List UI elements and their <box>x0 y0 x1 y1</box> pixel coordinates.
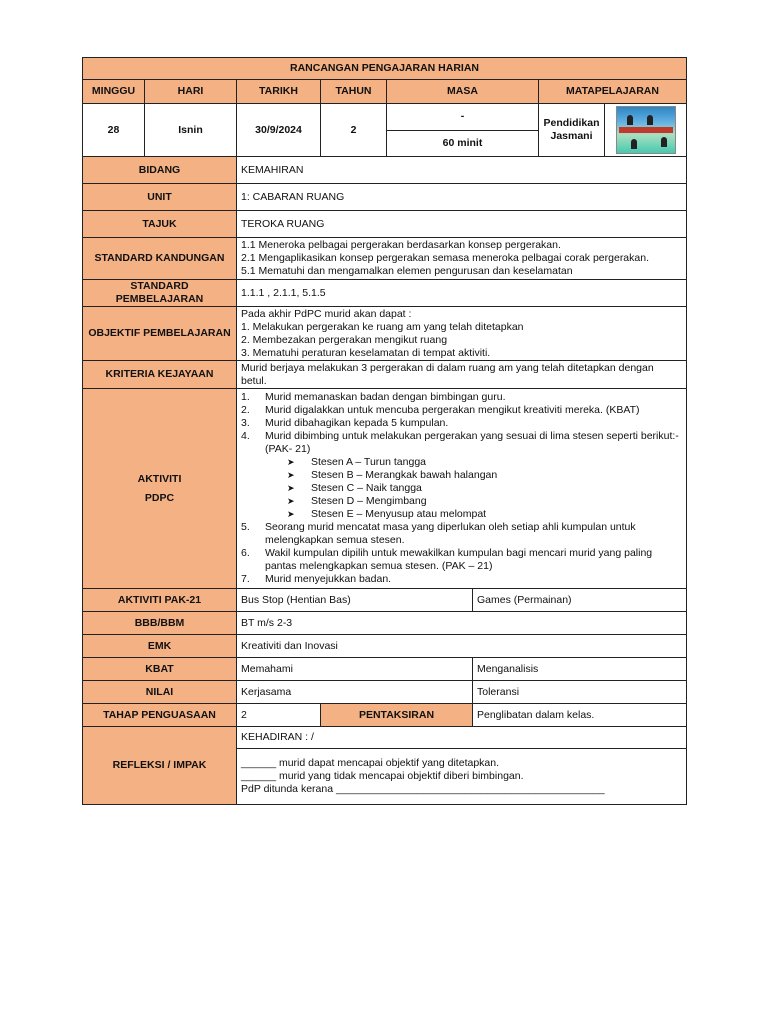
masa-value: 60 minit <box>387 130 539 157</box>
masa-top: - <box>387 104 539 131</box>
tahun-value: 2 <box>321 104 387 157</box>
pak21-label: AKTIVITI PAK-21 <box>83 589 237 612</box>
nilai-label: NILAI <box>83 681 237 704</box>
objektif-line: 3. Mematuhi peraturan keselamatan di tempat aktiviti. <box>241 346 491 359</box>
stesen-item: ➤ Stesen E – Menyusup atau melompat <box>287 508 487 520</box>
sk-line: 5.1 Mematuhi dan mengamalkan elemen pengurusan dan keselamatan <box>241 265 573 277</box>
nilai-value-a: Kerjasama <box>237 681 473 704</box>
pentaksiran-value: Penglibatan dalam kelas. <box>473 704 687 727</box>
unit-value: 1: CABARAN RUANG <box>237 184 687 211</box>
objektif-label: OBJEKTIF PEMBELAJARAN <box>83 307 237 361</box>
list-item: 2. Murid digalakkan untuk mencuba pergerakan mengikut kreativiti mereka. (KBAT) <box>241 404 640 416</box>
refleksi-line: ______ murid dapat mencapai objektif yang ditetapkan. <box>241 757 500 769</box>
hari-header: HARI <box>145 80 237 104</box>
pdpc-label-line: PDPC <box>144 491 175 504</box>
sk-line: 2.1 Mengaplikasikan konsep pergerakan semasa meneroka pelbagai corak pergerakan. <box>241 252 649 264</box>
sk-line: 1.1 Meneroka pelbagai pergerakan berdasarkan konsep pergerakan. <box>241 239 561 251</box>
kriteria-value: Murid berjaya melakukan 3 pergerakan di dalam ruang am yang telah ditetapkan dengan betul. <box>237 361 687 389</box>
nilai-value-b: Toleransi <box>473 681 687 704</box>
objektif-value <box>237 307 687 361</box>
emk-value: Kreativiti dan Inovasi <box>237 635 687 658</box>
arrow-bullet-icon: ➤ <box>287 470 295 480</box>
aktiviti-value <box>237 389 687 589</box>
objektif-line: 2. Membezakan pergerakan mengikut ruang <box>241 333 448 346</box>
list-item: 1. Murid memanaskan badan dengan bimbingan guru. <box>241 391 506 403</box>
list-item: 4. Murid dibimbing untuk melakukan pergerakan yang sesuai di lima stesen seperti berikut:- (PAK- 21) <box>241 430 679 455</box>
unit-label: UNIT <box>83 184 237 211</box>
objektif-line: 1. Melakukan pergerakan ke ruang am yang telah ditetapkan <box>241 320 524 333</box>
tahap-label: TAHAP PENGUASAAN <box>83 704 237 727</box>
pak21-value-a: Bus Stop (Hentian Bas) <box>237 589 473 612</box>
kbat-value-b: Menganalisis <box>473 658 687 681</box>
tarikh-header: TARIKH <box>237 80 321 104</box>
aktiviti-label <box>83 389 237 589</box>
arrow-bullet-icon: ➤ <box>287 483 295 493</box>
refleksi-line: PdP ditunda kerana ______________________________________________ <box>241 783 605 795</box>
kbat-label: KBAT <box>83 658 237 681</box>
arrow-bullet-icon: ➤ <box>287 509 295 519</box>
refleksi-line: ______ murid yang tidak mencapai objektif diberi bimbingan. <box>241 770 524 782</box>
hari-value: Isnin <box>145 104 237 157</box>
stesen-item: ➤ Stesen D – Mengimbang <box>287 495 427 507</box>
masa-header: MASA <box>387 80 539 104</box>
emk-label: EMK <box>83 635 237 658</box>
list-item: 3. Murid dibahagikan kepada 5 kumpulan. <box>241 417 449 429</box>
standard-kandungan-value <box>237 238 687 280</box>
tajuk-value: TEROKA RUANG <box>237 211 687 238</box>
tajuk-label: TAJUK <box>83 211 237 238</box>
kehadiran-value: KEHADIRAN : / <box>237 727 687 749</box>
standard-pembelajaran-label: STANDARD PEMBELAJARAN <box>83 280 237 307</box>
minggu-header: MINGGU <box>83 80 145 104</box>
bbb-label: BBB/BBM <box>83 612 237 635</box>
matapelajaran-value: Pendidikan Jasmani <box>539 104 605 157</box>
bidang-label: BIDANG <box>83 157 237 184</box>
bbb-value: BT m/s 2-3 <box>237 612 687 635</box>
stesen-item: ➤ Stesen C – Naik tangga <box>287 482 422 494</box>
lesson-plan-table <box>82 57 687 805</box>
arrow-bullet-icon: ➤ <box>287 457 295 467</box>
tahap-value: 2 <box>237 704 321 727</box>
stesen-item: ➤ Stesen A – Turun tangga <box>287 456 427 468</box>
bidang-value: KEMAHIRAN <box>237 157 687 184</box>
subject-thumbnail <box>605 104 687 157</box>
pentaksiran-label: PENTAKSIRAN <box>321 704 473 727</box>
sports-image <box>616 106 676 154</box>
page-title: RANCANGAN PENGAJARAN HARIAN <box>83 58 687 80</box>
refleksi-value <box>237 749 687 805</box>
pak21-value-b: Games (Permainan) <box>473 589 687 612</box>
tarikh-value: 30/9/2024 <box>237 104 321 157</box>
kriteria-label: KRITERIA KEJAYAAN <box>83 361 237 389</box>
stesen-item: ➤ Stesen B – Merangkak bawah halangan <box>287 469 498 481</box>
minggu-value: 28 <box>83 104 145 157</box>
kbat-value-a: Memahami <box>237 658 473 681</box>
arrow-bullet-icon: ➤ <box>287 496 295 506</box>
list-item: 5. Seorang murid mencatat masa yang diperlukan oleh setiap ahli kumpulan untuk melengkapkan semua stesen. <box>241 521 636 546</box>
list-item: 6. Wakil kumpulan dipilih untuk mewakilkan kumpulan bagi mencari murid yang paling pantas melengkapkan semua stesen. (PAK – 21) <box>241 547 653 572</box>
objektif-line: Pada akhir PdPC murid akan dapat : <box>241 307 412 320</box>
tahun-header: TAHUN <box>321 80 387 104</box>
lesson-plan <box>82 57 686 805</box>
list-item: 7. Murid menyejukkan badan. <box>241 573 392 585</box>
aktiviti-label-line: AKTIVITI <box>137 472 182 485</box>
matapelajaran-header: MATAPELAJARAN <box>539 80 687 104</box>
refleksi-label: REFLEKSI / IMPAK <box>83 727 237 805</box>
standard-pembelajaran-value: 1.1.1 , 2.1.1, 5.1.5 <box>237 280 687 307</box>
standard-kandungan-label: STANDARD KANDUNGAN <box>83 238 237 280</box>
